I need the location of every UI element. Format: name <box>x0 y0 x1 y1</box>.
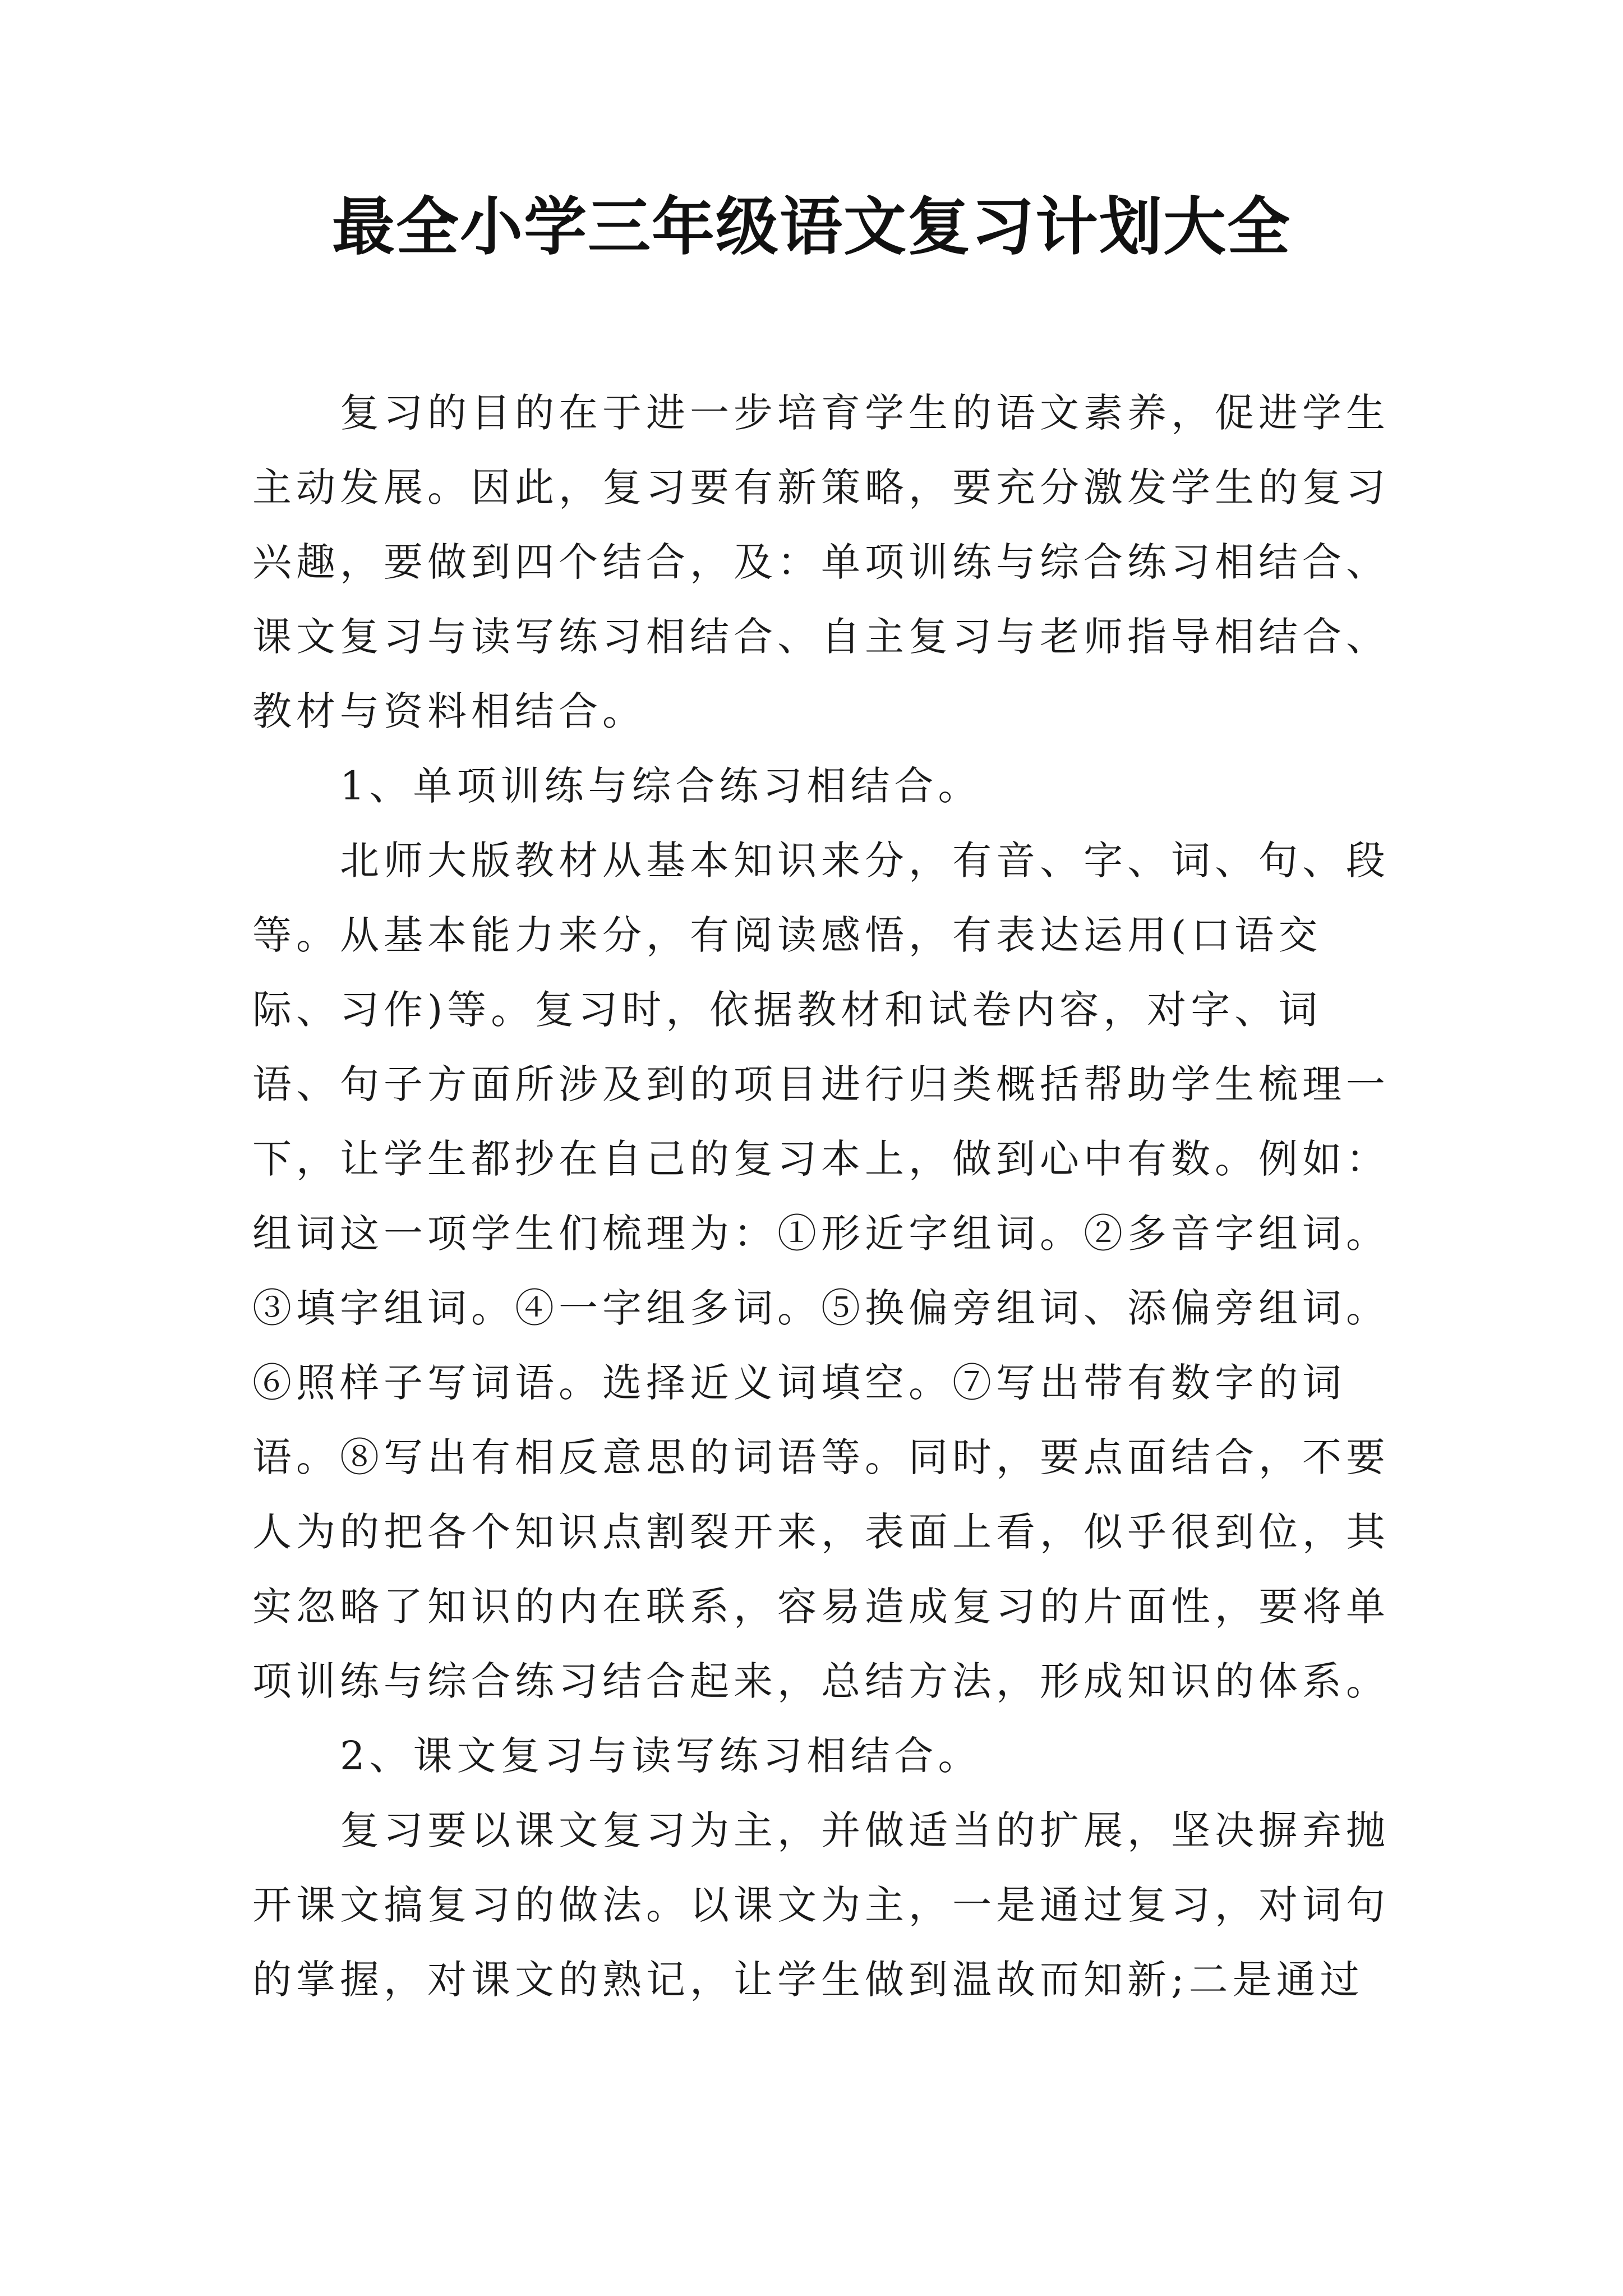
document-body <box>252 376 1396 2017</box>
document-title: 最全小学三年级语文复习计划大全 <box>332 191 1291 264</box>
section-heading-2: 2、课文复习与读写练习相结合。 <box>340 1733 982 1779</box>
section-paragraph-2: 复习要以课文复习为主，并做适当的扩展，坚决摒弃抛开课文搞复习的做法。以课文为主，一是通过复习，对词句的掌握，对课文的熟记，让学生做到温故而知新;二是通过 <box>252 1807 1390 2003</box>
intro-paragraph: 复习的目的在于进一步培育学生的语文素养，促进学生主动发展。因此，复习要有新策略，要充分激发学生的复习兴趣，要做到四个结合，及：单项训练与综合练习相结合、课文复习与读写练习相结合、自主复习与老师指导相结合、教材与资料相结合。 <box>252 390 1390 734</box>
section-paragraph-1: 北师大版教材从基本知识来分，有音、字、词、句、段等。从基本能力来分，有阅读感悟，有表达运用(口语交际、习作)等。复习时，依据教材和试卷内容，对字、词语、句子方面所涉及到的项目进行归类概括帮助学生梳理一下，让学生都抄在自己的复习本上，做到心中有数。例如：组词这一项学生们梳理为：①形近字组词。②多音字组词。③填字组词。④一字组多词。⑤换偏旁组词、添偏旁组词。⑥照样子写词语。选择近义词填空。⑦写出带有数字的词语。⑧写出有相反意思的词语等。同时，要点面结合，不要人为的把各个知识点割裂开来，表面上看，似乎很到位，其实忽略了知识的内在联系，容易造成复习的片面性，要将单项训练与综合练习结合起来，总结方法，形成知识的体系。 <box>252 838 1390 1704</box>
section-heading-1: 1、单项训练与综合练习相结合。 <box>340 763 982 809</box>
